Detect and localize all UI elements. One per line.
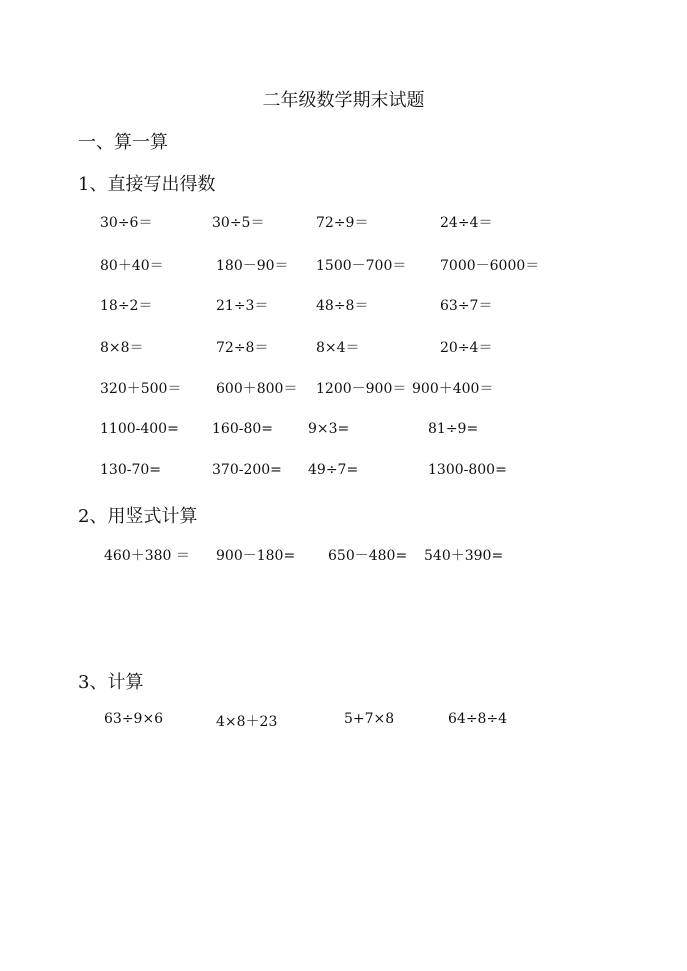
problem: 900－180= (216, 548, 296, 564)
problem: 4×8＋23 (216, 714, 278, 730)
problem: 1200－900＝ (316, 381, 407, 397)
problem: 48÷8＝ (316, 298, 369, 314)
problem: 64÷8÷4 (448, 711, 508, 727)
problem-row (0, 212, 687, 232)
problem: 650－480= (328, 548, 408, 564)
problem: 49÷7= (308, 462, 359, 478)
problem: 72÷8＝ (216, 340, 269, 356)
problem: 600＋800＝ (216, 381, 298, 397)
problem: 370-200= (212, 462, 282, 478)
problem: 160-80= (212, 421, 273, 437)
problem: 72÷9＝ (316, 215, 369, 231)
problem: 130-70= (100, 462, 161, 478)
problem-row (0, 462, 687, 482)
problem: 7000－6000＝ (440, 258, 540, 274)
problem: 80＋40＝ (100, 258, 164, 274)
problem: 9×3= (308, 421, 350, 437)
problem: 1300-800= (428, 462, 507, 478)
problem: 5+7×8 (344, 711, 395, 727)
calc-row (0, 711, 687, 731)
problem-row (0, 421, 687, 441)
problem: 63÷7＝ (440, 298, 493, 314)
problem: 8×4＝ (316, 340, 360, 356)
part2-heading: 2、用竖式计算 (78, 506, 198, 527)
part1-heading: 1、直接写出得数 (78, 174, 216, 195)
problem: 540＋390= (424, 548, 504, 564)
problem-row (0, 255, 687, 275)
problem: 900＋400＝ (412, 381, 494, 397)
problem: 21÷3＝ (216, 298, 269, 314)
problem: 18÷2＝ (100, 298, 153, 314)
problem: 81÷9= (428, 421, 479, 437)
problem: 30÷6＝ (100, 215, 153, 231)
problem: 20÷4＝ (440, 340, 493, 356)
problem: 63÷9×6 (104, 711, 164, 727)
problem: 1100-400= (100, 421, 179, 437)
problem: 460＋380 ＝ (104, 548, 190, 564)
problem: 8×8＝ (100, 340, 144, 356)
page-title: 二年级数学期末试题 (262, 90, 425, 111)
part3-heading: 3、计算 (78, 672, 144, 693)
vertical-calc-row (0, 545, 687, 565)
problem: 24÷4＝ (440, 215, 493, 231)
problem-row (0, 337, 687, 357)
section-heading: 一、算一算 (78, 132, 168, 153)
problem: 180－90＝ (216, 258, 289, 274)
problem-row (0, 378, 687, 398)
problem: 1500－700＝ (316, 258, 407, 274)
problem: 30÷5＝ (212, 215, 265, 231)
problem: 320＋500＝ (100, 381, 182, 397)
problem-row (0, 295, 687, 315)
